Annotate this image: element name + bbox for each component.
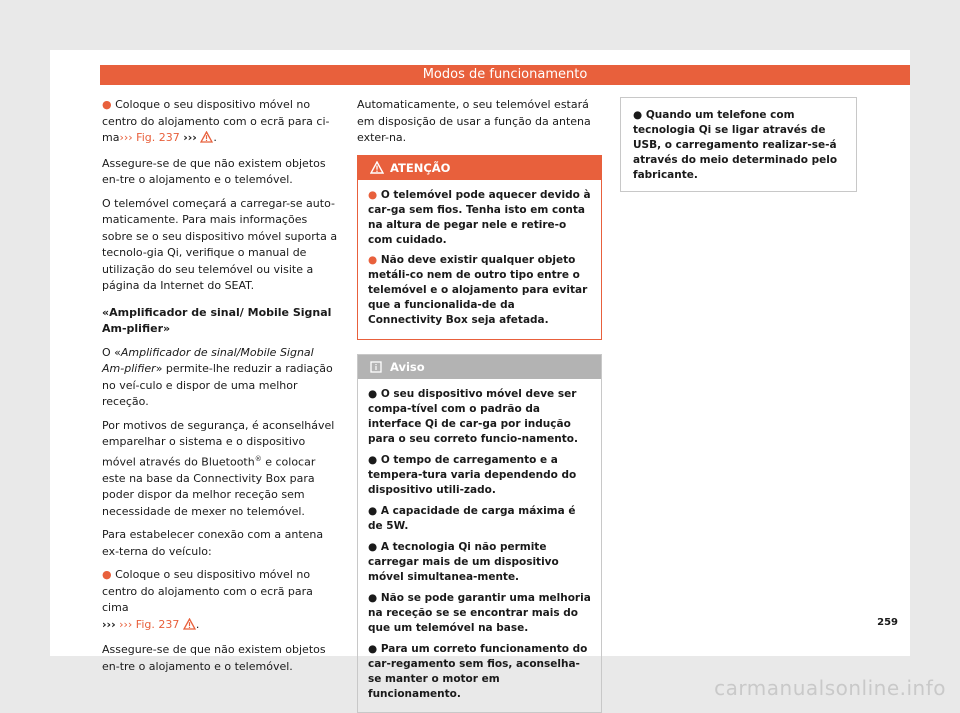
paragraph: Automaticamente, o seu telemóvel estará em disposição de usar a função da antena exter-na. <box>357 98 591 144</box>
warning-box-body <box>358 180 601 339</box>
note-item: ● O tempo de carregamento e a tempera-tura varia dependendo do dispositivo utili-zado. <box>368 453 577 496</box>
paragraph-text: O « <box>102 345 121 359</box>
note-item-text: O seu dispositivo móvel deve ser compa-tível com o padrão da interface Qi de car-ga por indução para o seu correto funcio-namento. <box>368 387 578 445</box>
note-item-text: A tecnologia Qi não permite carregar mais de um dispositivo móvel simultanea-mente. <box>368 540 559 583</box>
note-item-text: A capacidade de carga máxima é de 5W. <box>368 504 576 532</box>
warning-triangle-icon[interactable] <box>183 618 196 636</box>
note-box <box>357 354 602 713</box>
paragraph: O telemóvel começará a carregar-se auto-maticamente. Para mais informações sobre se o seu dispositivo móvel suporta a tecnolo-gia Qi, verifique o manual de utilização do seu telemóvel ou visite a página da Internet do SEAT. <box>102 196 338 292</box>
note-item: ● Não se pode garantir uma melhoria na receção se se encontrar mais do que um telemóvel na base. <box>368 591 591 634</box>
column-right <box>620 97 857 192</box>
note-item-text: O tempo de carregamento e a tempera-tura varia dependendo do dispositivo utili-zado. <box>368 453 577 496</box>
paragraph: ● Coloque o seu dispositivo móvel no centro do alojamento com o ecrã para ci-ma››› Fig. 237 ››› . <box>102 97 339 149</box>
registered-mark: ® <box>254 454 262 463</box>
column-left <box>102 97 339 682</box>
reference-arrows: ››› <box>102 617 116 631</box>
bullet-icon: ● <box>633 109 646 121</box>
italic-term: Amplificador de sinal/Mobile Signal Am-plifier <box>102 345 314 375</box>
note-item: ● A capacidade de carga máxima é de 5W. <box>368 504 576 532</box>
warning-item <box>368 253 591 328</box>
paragraph-text: » permite-lhe reduzir a radiação no veí-culo e dispor de uma melhor receção. <box>102 362 333 408</box>
info-box-text: Quando um telefone com tecnologia Qi se ligar através de USB, o carregamento realizar-se-á através do meio determinado pelo fabricante. <box>633 109 838 181</box>
note-box-header <box>358 355 601 379</box>
note-item-text: Não se pode garantir uma melhoria na receção se se encontrar mais do que um telemóvel na base. <box>368 591 591 634</box>
subheading: «Amplificador de sinal/ Mobile Signal Am-plifier» <box>102 305 332 335</box>
reference-arrows: ››› <box>183 131 197 144</box>
info-box <box>620 97 857 192</box>
paragraph-text: Coloque o seu dispositivo móvel no centro do alojamento com o ecrã para ci-ma <box>102 98 330 144</box>
bullet-icon: ● <box>102 98 112 111</box>
bullet-icon: ● <box>368 253 381 266</box>
paragraph <box>102 345 339 411</box>
note-icon <box>370 357 382 381</box>
warning-title: ATENÇÃO <box>390 160 451 175</box>
figure-reference-link[interactable]: ››› Fig. 237 <box>119 617 180 631</box>
warning-triangle-icon <box>370 158 384 182</box>
paragraph-text: Por motivos de segurança, é aconselhável emparelhar o sistema e o dispositivo móvel através do Bluetooth <box>102 418 335 469</box>
warning-triangle-icon[interactable] <box>200 131 213 149</box>
page-number: 259 <box>877 617 898 628</box>
note-item: ● O seu dispositivo móvel deve ser compa-tível com o padrão da interface Qi de car-ga por indução para o seu correto funcio-namento. <box>368 387 578 445</box>
paragraph: Assegure-se de que não existem objetos en-tre o alojamento e o telemóvel. <box>102 156 326 186</box>
warning-box <box>357 155 602 340</box>
bullet-icon: ● <box>368 188 381 201</box>
paragraph: Assegure-se de que não existem objetos en-tre o alojamento e o telemóvel. <box>102 643 326 673</box>
note-item: ● A tecnologia Qi não permite carregar mais de um dispositivo móvel simultanea-mente. <box>368 540 559 583</box>
paragraph: ● Coloque o seu dispositivo móvel no centro do alojamento com o ecrã para cima ››› ››› Fig. 237 . <box>102 567 339 635</box>
note-item-text: Para um correto funcionamento do car-regamento sem fios, aconselha-se manter o motor em funcionamento. <box>368 642 588 700</box>
warning-item-text: Não deve existir qualquer objeto metáli-co nem de outro tipo entre o telemóvel e o alojamento para evitar que a funcionalida-de da Connectivity Box seja afetada. <box>368 253 588 326</box>
watermark: carmanualsonline.info <box>714 676 946 700</box>
warning-item-text: O telemóvel pode aquecer devido à car-ga sem fios. Tenha isto em conta na altura de pegar nele e retire-o com cuidado. <box>368 188 591 246</box>
paragraph-text: Coloque o seu dispositivo móvel no centro do alojamento com o ecrã para cima <box>102 568 313 615</box>
paragraph-text: e colocar este na base da Connectivity Box para poder dispor da melhor receção sem necessidade de mexer no telemóvel. <box>102 455 316 518</box>
warning-item <box>368 188 591 248</box>
note-item: ● Para um correto funcionamento do car-regamento sem fios, aconselha-se manter o motor em funcionamento. <box>368 642 588 700</box>
paragraph <box>102 418 339 521</box>
figure-reference-link[interactable]: ››› Fig. 237 <box>119 131 180 144</box>
paragraph: Para estabelecer conexão com a antena ex-terna do veículo: <box>102 528 324 558</box>
section-header: Modos de funcionamento <box>100 65 910 85</box>
warning-box-header <box>358 156 601 180</box>
column-middle <box>357 97 602 713</box>
note-title: Aviso <box>390 359 425 374</box>
note-box-body <box>358 379 601 712</box>
bullet-icon: ● <box>102 568 112 582</box>
